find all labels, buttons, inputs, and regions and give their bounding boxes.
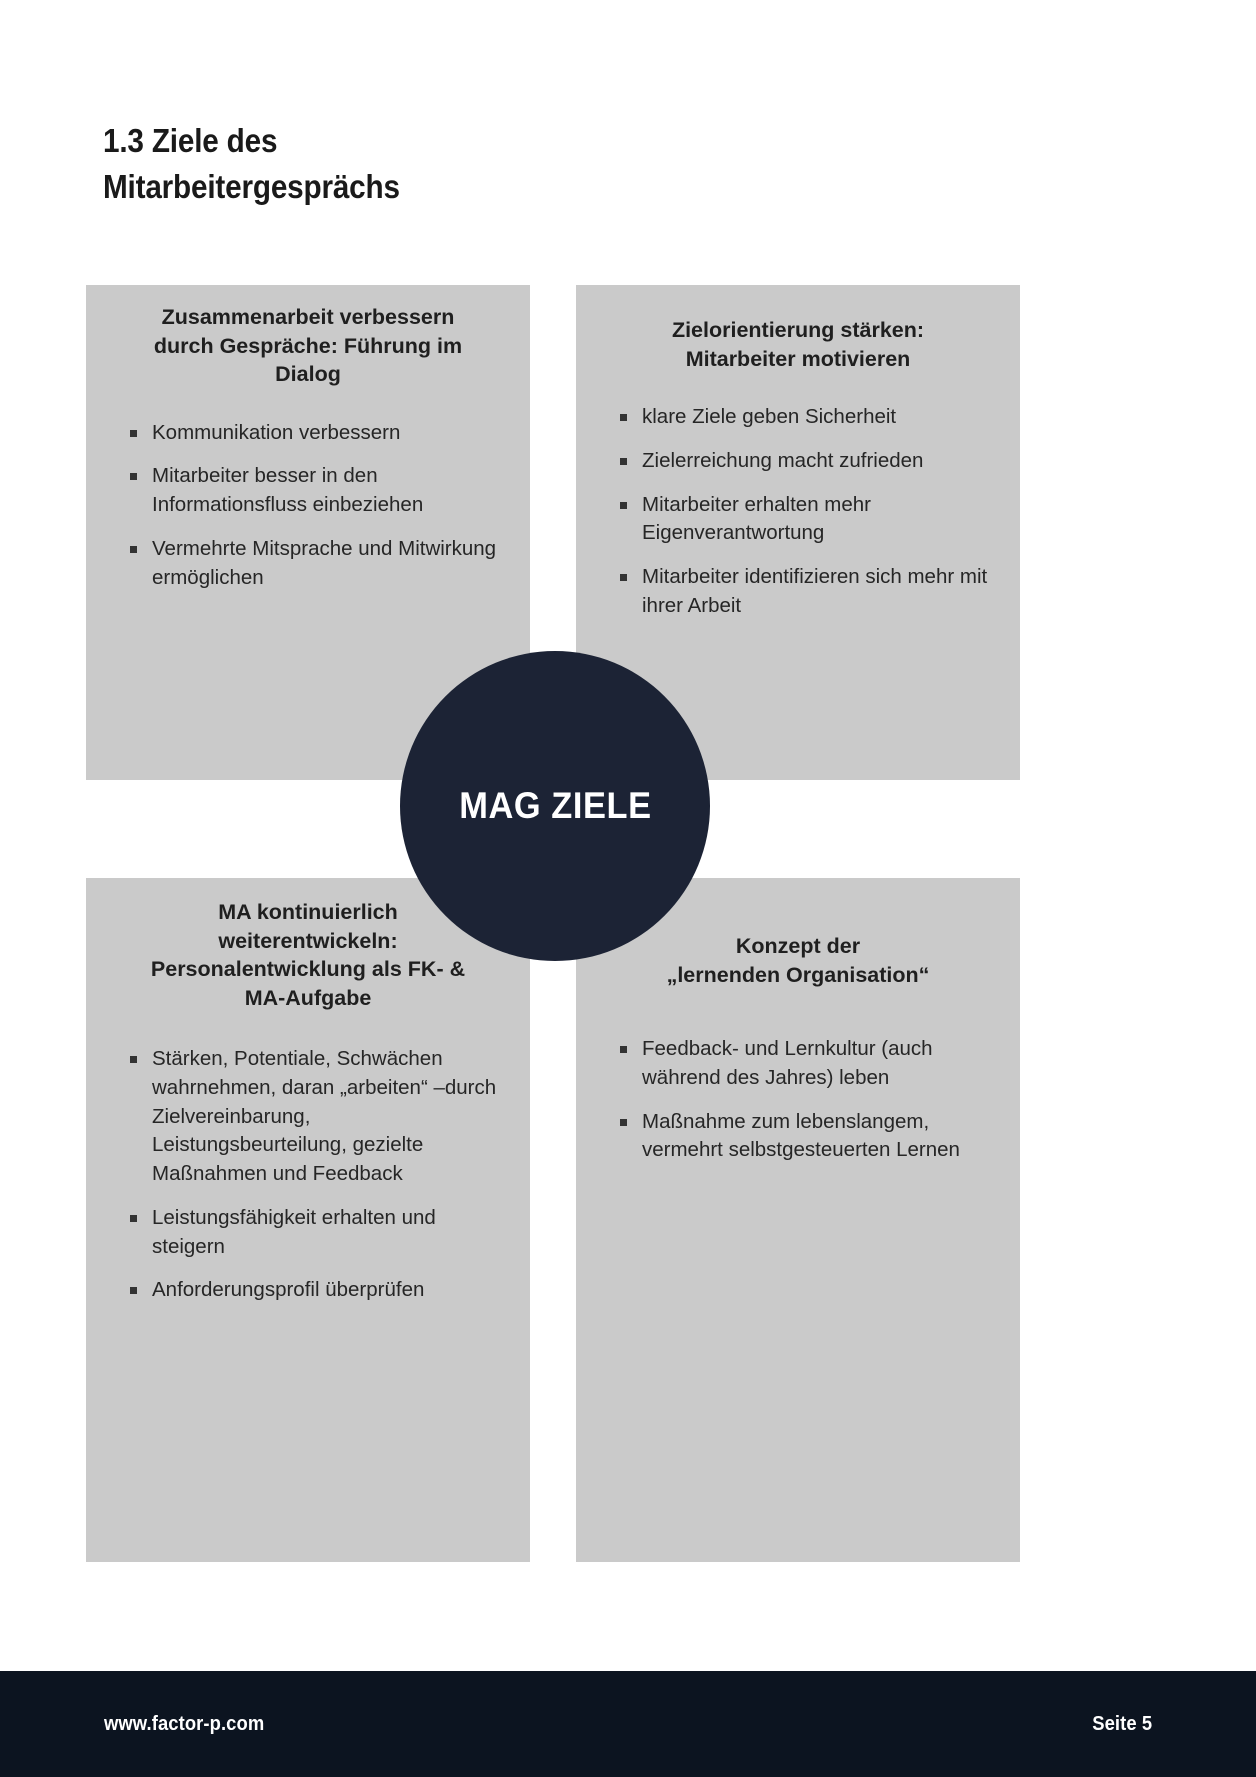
quadrant-bottom-right-bullet-list [576, 1035, 1020, 1165]
square-bullet-icon [620, 574, 627, 581]
heading-line: Zielorientierung stärken: [671, 318, 925, 342]
list-item [106, 462, 508, 519]
page-title-line-1: 1.3 Ziele des [103, 122, 278, 160]
heading-line: Personalentwicklung als FK- & [150, 957, 466, 982]
list-item-text: Vermehrte Mitsprache und Mitwirkung ermöglichen [152, 536, 497, 589]
heading-line: MA kontinuierlich [218, 900, 398, 924]
list-item-text: klare Ziele geben Sicherheit [642, 405, 897, 429]
list-item [106, 419, 508, 448]
square-bullet-icon [620, 502, 627, 509]
square-bullet-icon [130, 1056, 137, 1063]
list-item-text: Mitarbeiter identifizieren sich mehr mit ihrer Arbeit [642, 564, 988, 617]
list-item [106, 1204, 502, 1261]
square-bullet-icon [130, 473, 137, 480]
list-item-text: Zielerreichung macht zufrieden [642, 448, 924, 472]
list-item-text: Kommunikation verbessern [152, 420, 401, 444]
center-circle-label: MAG ZIELE [458, 785, 652, 826]
quadrant-bottom-left [86, 878, 530, 1562]
list-item-text: Stärken, Potentiale, Schwächen wahrnehmen, daran „arbeiten“ –durch Zielvereinbarung, Leistungsbeurteilung, gezielte Maßnahmen und Feedback [152, 1047, 497, 1186]
list-item [596, 1035, 998, 1092]
list-item [106, 1276, 502, 1305]
square-bullet-icon [130, 430, 137, 437]
heading-line: „lernenden Organisation“ [666, 962, 930, 987]
quadrant-bottom-right [576, 878, 1020, 1562]
list-item [596, 491, 998, 548]
list-item-text: Mitarbeiter besser in den Informationsfluss einbeziehen [152, 464, 424, 517]
page-title-line-2: Mitarbeitergesprächs [103, 167, 400, 205]
heading-line: weiterentwickeln: [218, 928, 398, 953]
square-bullet-icon [620, 1046, 627, 1053]
heading-line: Konzept der [735, 934, 861, 958]
footer-page-number: Seite 5 [1092, 1712, 1152, 1735]
list-item [106, 535, 508, 592]
quadrant-top-right-heading [576, 285, 1020, 373]
heading-line: Mitarbeiter motivieren [685, 346, 911, 371]
quadrant-top-left-bullet-list [86, 419, 530, 592]
heading-line: MA-Aufgabe [244, 985, 372, 1010]
list-item [596, 447, 998, 476]
quadrant-top-right-bullet-list [576, 403, 1020, 620]
footer-website[interactable]: www.factor-p.com [104, 1712, 265, 1735]
list-item-text: Leistungsfähigkeit erhalten und steigern [152, 1205, 436, 1258]
list-item-text: Mitarbeiter erhalten mehr Eigenverantwortung [642, 492, 872, 545]
heading-line: durch Gespräche: Führung im [153, 333, 463, 358]
square-bullet-icon [620, 1119, 627, 1126]
list-item [596, 563, 998, 620]
square-bullet-icon [620, 414, 627, 421]
page-title [103, 118, 607, 209]
list-item-text: Feedback- und Lernkultur (auch während des Jahres) leben [642, 1037, 933, 1089]
list-item [596, 403, 998, 432]
list-item [596, 1108, 998, 1165]
center-circle [400, 651, 710, 961]
list-item-text: Anforderungsprofil überprüfen [152, 1278, 425, 1302]
footer-bar [0, 1671, 1256, 1777]
list-item [106, 1045, 502, 1188]
quadrant-bottom-left-bullet-list [86, 1045, 530, 1305]
quadrant-top-left-heading [86, 285, 530, 389]
square-bullet-icon [620, 458, 627, 465]
list-item-text: Maßnahme zum lebenslangem, vermehrt selbstgesteuerten Lernen [642, 1109, 960, 1162]
square-bullet-icon [130, 546, 137, 553]
square-bullet-icon [130, 1287, 137, 1294]
square-bullet-icon [130, 1215, 137, 1222]
heading-line: Dialog [275, 362, 341, 387]
heading-line: Zusammenarbeit verbessern [161, 305, 455, 329]
